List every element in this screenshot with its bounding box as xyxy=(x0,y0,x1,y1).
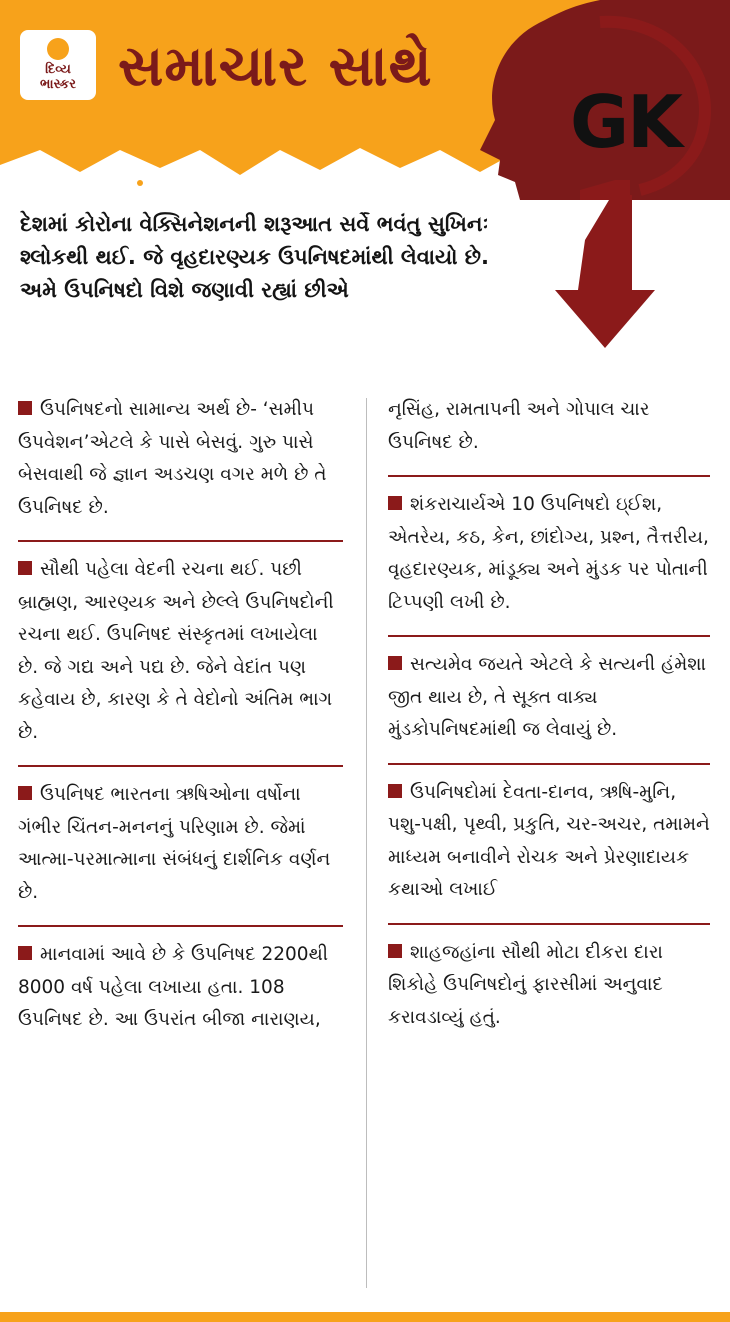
bottom-accent-bar xyxy=(0,1312,730,1322)
list-item xyxy=(18,550,343,759)
right-column xyxy=(388,390,710,1044)
bullet-square-icon xyxy=(18,401,32,415)
list-item xyxy=(18,775,343,919)
point-text: ઉપનિષદનો સામાન્ય અર્થ છે- ‘સમીપ ઉપવેશન’એટલે કે પાસે બેસવું. ગુરુ પાસે બેસવાથી જે જ્ઞાન અડચણ વગર મળે છે તે ઉપનિષદ છે. xyxy=(18,399,327,518)
bullet-square-icon xyxy=(18,561,32,575)
divider xyxy=(388,763,710,765)
list-item-continuation xyxy=(388,390,710,469)
point-text: શાહજહાંના સૌથી મોટા દીકરા દારા શિકોહે ઉપનિષદોનું ફારસીમાં અનુવાદ કરાવડાવ્યું હતું. xyxy=(388,941,663,1028)
divider xyxy=(388,635,710,637)
divider xyxy=(388,475,710,477)
logo-line2: ભાસ્કર xyxy=(40,77,76,92)
point-text: ઉપનિષદોમાં દેવતા-દાનવ, ઋષિ-મુનિ, પશુ-પક્ષી, પૃથ્વી, પ્રકુતિ, ચર-અચર, તમામને માધ્યમ બનાવીને રોચક અને પ્રેરણાદાયક કથાઓ લખાઈ xyxy=(388,781,710,900)
intro-text: દેશમાં કોરોના વેક્સિનેશનની શરૂઆત સર્વે ભવંતુ સુખિનઃ શ્લોકથી થઈ. જે વૃહદારણ્યક ઉપનિષદમાંથી લેવાયો છે. અમે ઉપનિષદો વિશે જણાવી રહ્યાં છીએ xyxy=(20,212,489,302)
column-divider xyxy=(366,398,367,1288)
sun-icon xyxy=(47,38,69,60)
header-banner xyxy=(0,0,730,200)
gk-badge: GK xyxy=(570,80,681,164)
bullet-square-icon xyxy=(388,944,402,958)
left-column xyxy=(18,390,343,1047)
divider xyxy=(18,925,343,927)
bullet-square-icon xyxy=(388,656,402,670)
list-item xyxy=(18,935,343,1047)
point-text: સૌથી પહેલા વેદની રચના થઈ. પછી બ્રાહ્મણ, આરણ્યક અને છેલ્લે ઉપનિષદોની રચના થઈ. ઉપનિષદ સંસ્કૃતમાં લખાયેલા છે. જે ગદ્ય અને પદ્ય છે. જેને વેદાંત પણ કહેવાય છે, કારણ કે તે વેદોનો અંતિમ ભાગ છે. xyxy=(18,559,334,743)
point-text: નૃસિંહ, રામતાપની અને ગોપાલ ચાર ઉપનિષદ છે. xyxy=(388,399,650,453)
point-text: ઉપનિષદ ભારતના ઋષિઓના વર્ષોના ગંભીર ચિંતન-મનનનું પરિણામ છે. જેમાં આત્મા-પરમાત્માના સંબંધનું દાર્શનિક વર્ણન છે. xyxy=(18,784,331,903)
divider xyxy=(18,765,343,767)
point-text: માનવામાં આવે છે કે ઉપનિષદ 2200થી 8000 વર્ષ પહેલા લખાયા હતા. 108 ઉપનિષદ છે. આ ઉપરાંત બીજા નારાણય, xyxy=(18,944,329,1030)
bullet-square-icon xyxy=(18,786,32,800)
list-item xyxy=(388,485,710,629)
list-item xyxy=(388,773,710,917)
bullet-square-icon xyxy=(18,946,32,960)
point-text: શંકરાચાર્યએ 10 ઉપનિષદો ઇ્ઈશ, એતરેય, કઠ, કેન, છાંદોગ્ય, પ્રશ્ન, તૈત્તરીય, વૃહદારણ્યક, માંડૂક્ય અને મુંડક પર પોતાની ટિપ્પણી લખી છે. xyxy=(388,494,709,613)
point-text: સત્યમેવ જયતે એટલે કે સત્યની હંમેશા જીત થાય છે, તે સૂક્ત વાક્ય મુંડકોપનિષદમાંથી જ લેવાયું છે. xyxy=(388,654,707,740)
divya-bhaskar-logo xyxy=(20,30,96,100)
bullet-square-icon xyxy=(388,496,402,510)
bullet-square-icon xyxy=(388,784,402,798)
divider xyxy=(18,540,343,542)
page-title: સમાચાર સાથે xyxy=(118,34,433,99)
divider xyxy=(388,923,710,925)
list-item xyxy=(388,645,710,757)
list-item xyxy=(388,933,710,1045)
logo-line1: દિવ્ય xyxy=(45,62,71,77)
list-item xyxy=(18,390,343,534)
